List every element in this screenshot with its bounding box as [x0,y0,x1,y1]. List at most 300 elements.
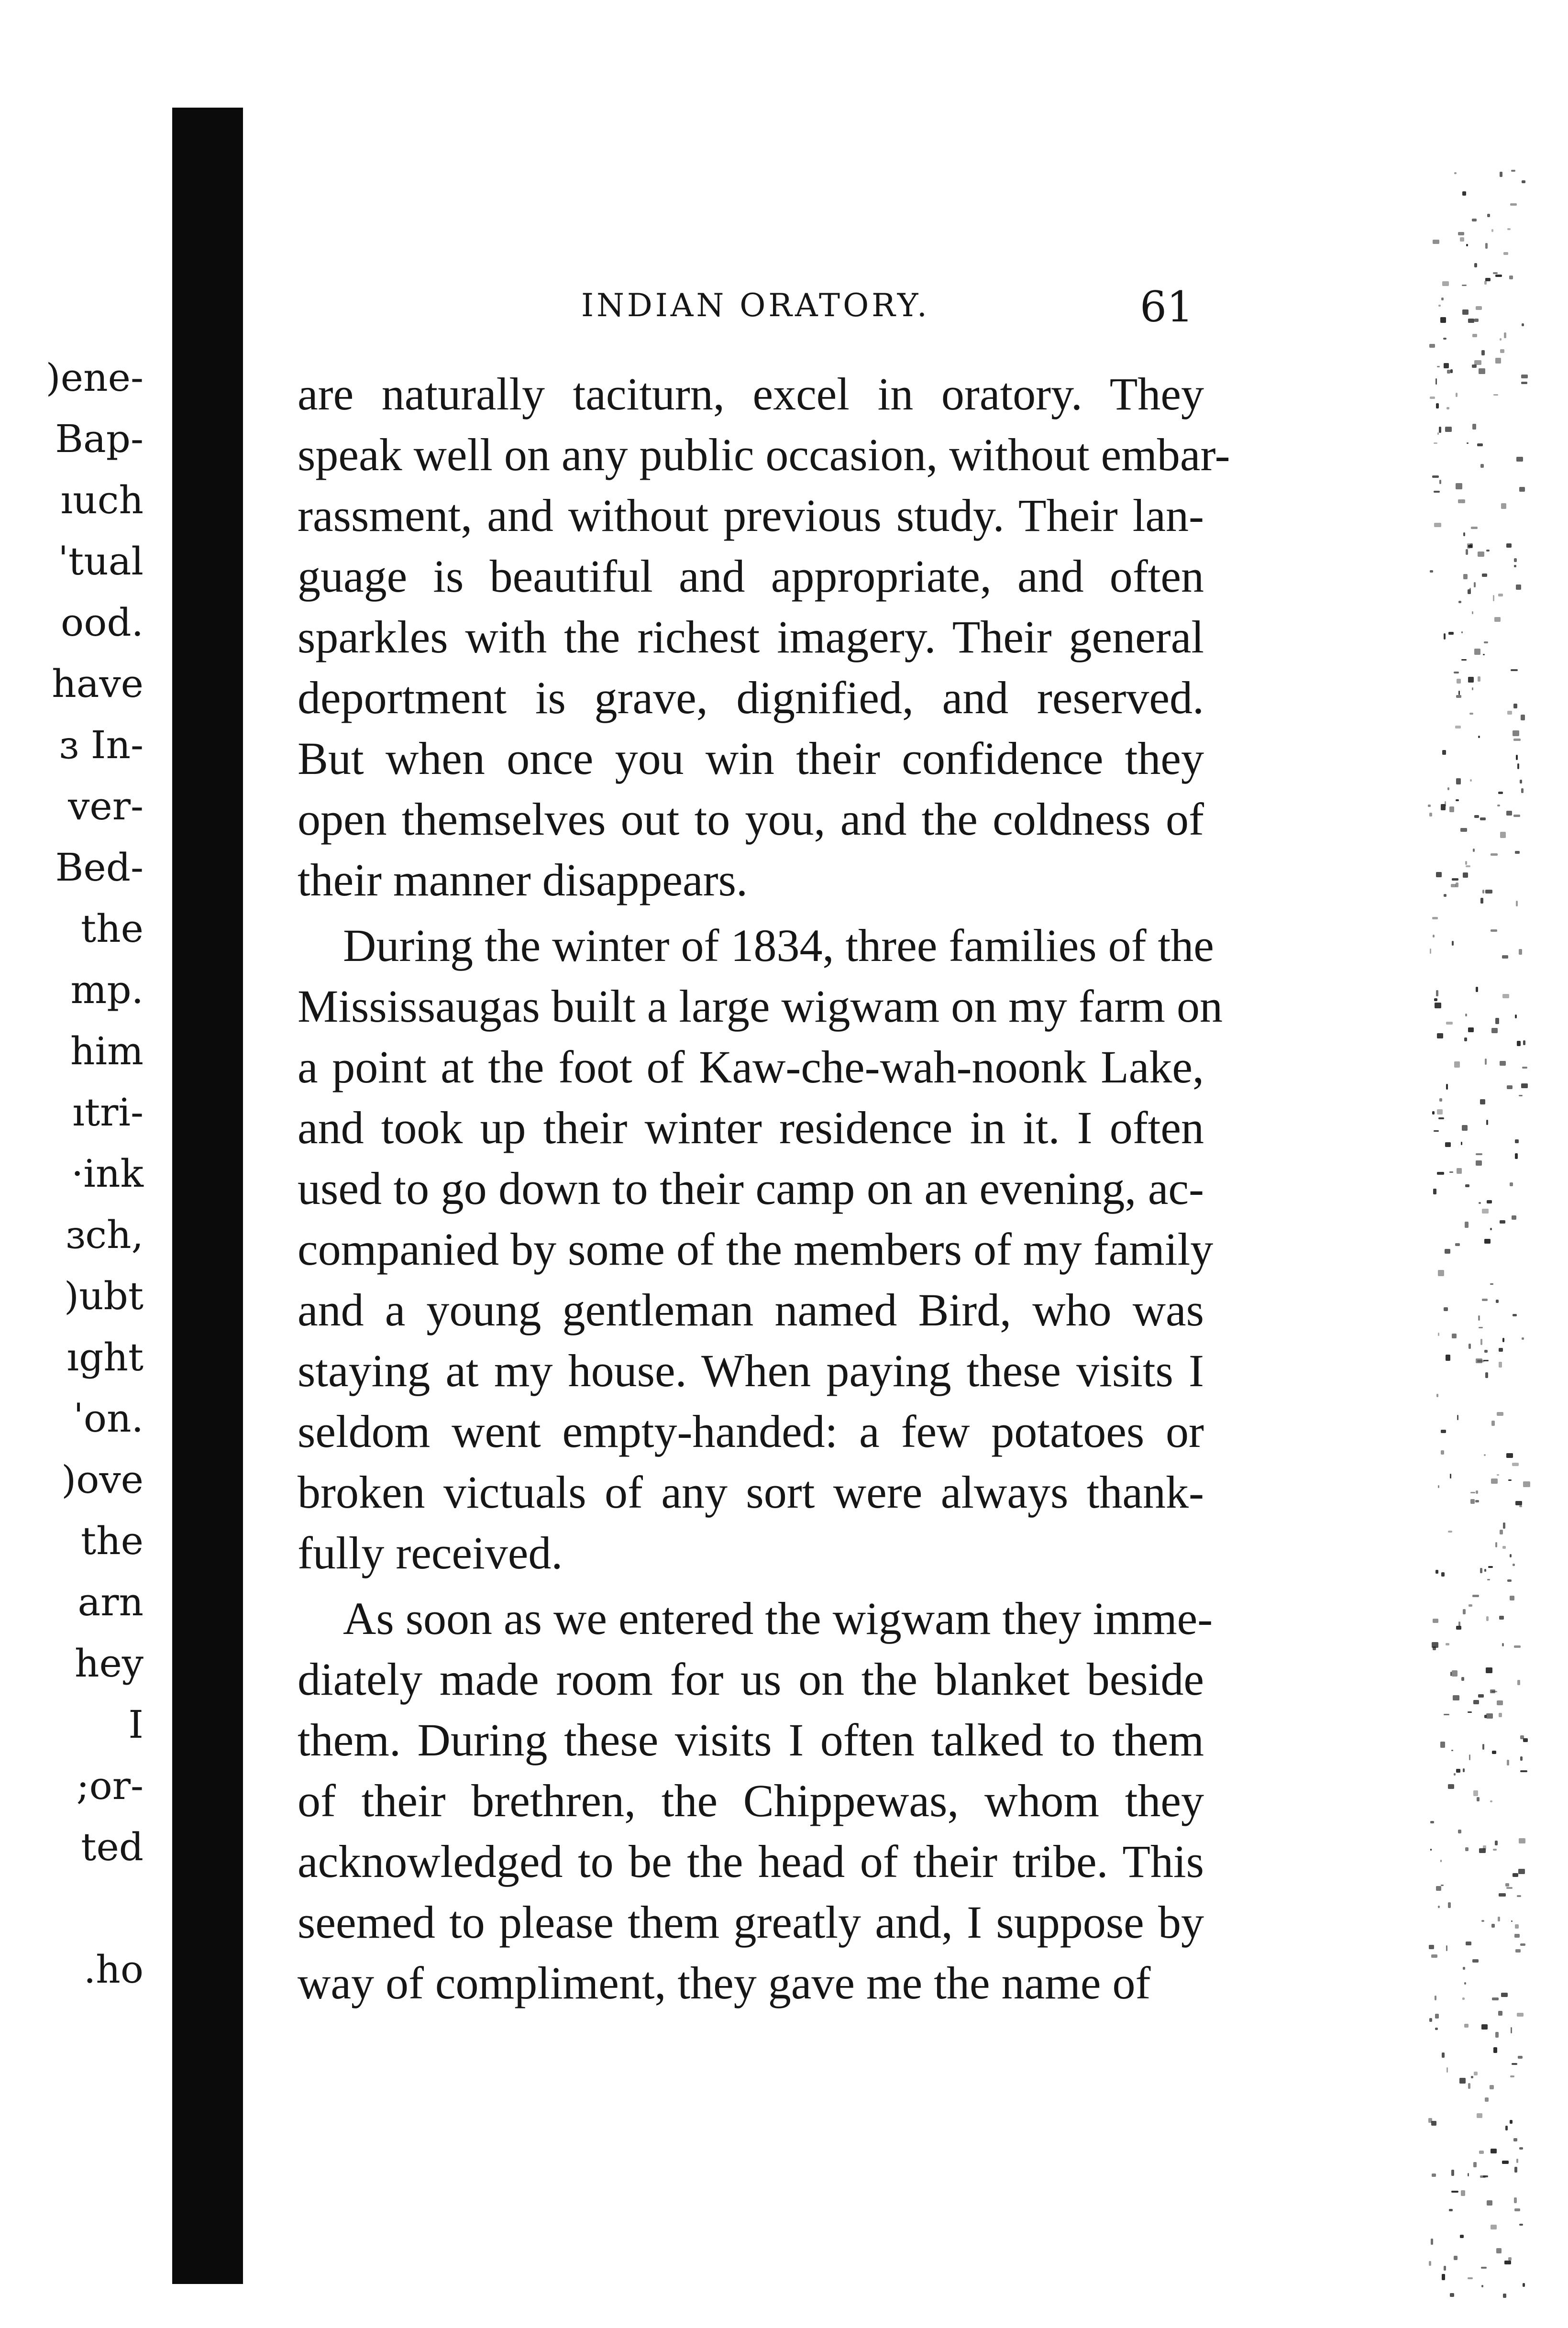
scan-speck [1462,191,1466,196]
previous-page-fragment: )ove [61,1457,144,1502]
scan-speck [1436,990,1438,996]
scan-speck [1479,368,1485,375]
scan-speck [1485,1059,1487,1064]
scan-speck [1484,1454,1485,1456]
scan-speck [1491,1691,1497,1692]
previous-page-fragment: ted [81,1825,144,1869]
text-line: way of compliment, they gave me the name of [298,1957,1151,2008]
text-line: rassment, and without previous study. Their lan- [298,490,1204,541]
text-line: fully received. [298,1527,563,1578]
scan-speck [1466,1942,1471,1945]
scan-speck [1443,338,1447,339]
scan-speck [1479,1848,1486,1854]
scan-speck [1513,1564,1515,1566]
scan-speck [1442,750,1446,755]
scan-speck [1511,1920,1513,1922]
scan-speck [1461,2190,1465,2196]
scan-speck [1450,2293,1454,2296]
scan-speck [1454,1773,1456,1776]
previous-page-fragment: ıuch [60,478,144,522]
scan-speck [1465,1847,1469,1851]
scan-speck [1454,672,1459,673]
scan-speck [1456,393,1457,397]
scan-speck [1442,2274,1445,2280]
previous-page-fragment: Bap- [55,417,144,461]
scan-speck [1459,2078,1466,2084]
scan-speck [1497,1412,1503,1416]
scan-speck [1491,2149,1497,2153]
scan-speck [1441,1430,1446,1434]
scan-speck [1508,1479,1512,1481]
scan-speck [1508,2257,1512,2261]
scan-speck [1448,1531,1453,1533]
scan-speck [1439,480,1441,484]
scan-speck [1468,1711,1471,1713]
scan-speck [1523,1040,1525,1045]
scan-speck [1493,595,1494,601]
scan-speck [1503,2294,1506,2298]
scan-speck [1491,1421,1494,1426]
scan-speck [1496,1300,1499,1303]
scan-speck [1495,358,1502,364]
scan-speck [1522,1337,1524,1340]
scan-speck [1444,2266,1446,2271]
scan-speck [1481,2024,1488,2030]
scan-speck [1506,543,1512,548]
scan-speck [1481,2267,1487,2269]
scan-speck [1466,865,1470,867]
scan-speck [1474,2072,1478,2075]
scan-speck [1513,739,1520,741]
scan-speck [1472,1595,1479,1598]
scan-speck [1510,203,1517,206]
scan-speck [1509,276,1513,279]
scan-speck [1514,2197,1517,2203]
scan-speck [1502,1643,1504,1646]
previous-page-fragment: ıght [66,1335,144,1379]
scan-speck [1504,2261,1511,2264]
scan-speck [1435,2014,1439,2019]
scan-speck [1506,1887,1513,1889]
scan-speck [1441,1572,1445,1576]
scan-speck [1507,711,1512,715]
scan-speck [1515,1139,1519,1143]
scan-speck [1517,2013,1524,2016]
scan-speck [1456,695,1461,698]
scan-speck [1493,2047,1497,2053]
scan-speck [1482,1299,1488,1301]
scan-speck [1510,1182,1513,1186]
scan-speck [1436,872,1442,877]
scan-speck [1430,1821,1434,1823]
scan-speck [1510,1596,1514,1600]
text-line: diately made room for us on the blanket beside [298,1654,1204,1705]
scan-speck [1519,2147,1524,2150]
previous-page-fragment: ·ink [71,1151,144,1196]
scan-speck [1433,1646,1436,1650]
scan-speck [1511,669,1518,671]
scan-speck [1432,475,1439,477]
scan-speck [1437,1033,1443,1039]
scan-speck [1458,691,1460,695]
scan-speck [1474,815,1480,818]
scan-speck [1495,1018,1499,1024]
scan-speck [1520,1756,1522,1761]
scan-speck [1465,861,1467,864]
scan-speck [1516,2159,1518,2163]
scan-speck [1515,1501,1522,1505]
scan-speck [1474,263,1477,268]
scan-speck [1458,499,1465,503]
scan-speck [1512,2063,1517,2065]
scan-speck [1507,1579,1512,1582]
scan-speck [1463,532,1465,536]
previous-page-fragment: arn [77,1580,144,1624]
text-line: staying at my house. When paying these visits I [298,1345,1204,1396]
scan-speck [1487,214,1490,217]
scan-speck [1500,172,1502,177]
scan-speck [1518,2056,1522,2059]
scan-speck [1429,2261,1431,2266]
scan-speck [1435,1570,1438,1574]
scan-speck [1463,1967,1465,1970]
scan-speck [1495,275,1502,277]
scan-speck [1483,1360,1489,1362]
scan-speck [1499,1348,1503,1352]
scan-speck [1464,2024,1469,2028]
scan-speck [1448,1902,1451,1909]
scan-speck [1523,2283,1524,2287]
previous-page-fragment: ɜ In- [59,723,144,767]
scan-speck [1451,1750,1454,1751]
scan-speck [1449,806,1454,812]
text-line: acknowledged to be the head of their tribe. This [298,1836,1204,1887]
scan-speck [1472,1959,1478,1963]
scan-speck [1490,1800,1493,1802]
scan-speck [1465,1222,1469,1228]
binding-shadow [172,108,243,2284]
scan-speck [1502,955,1508,959]
scan-speck [1451,2170,1454,2176]
running-head: INDIAN ORATORY. [581,287,930,324]
scan-speck [1454,1061,1460,1068]
text-line: them. During these visits I often talked to them [298,1714,1204,1765]
text-line: broken victuals of any sort were always thank- [298,1467,1204,1518]
scan-speck [1521,382,1527,384]
previous-page-fragment: ɜch, [66,1213,144,1257]
scan-speck [1458,1622,1460,1627]
scan-speck [1448,1784,1454,1789]
scan-speck [1512,1215,1516,1219]
scan-speck [1522,323,1524,326]
scan-speck [1515,851,1520,854]
next-page-edge-noise [1428,158,1533,2310]
scan-speck [1444,633,1446,640]
scan-speck [1472,334,1477,337]
scan-speck [1478,676,1480,682]
scan-speck [1462,1997,1465,2000]
scan-speck [1519,949,1522,955]
scan-speck [1520,780,1522,783]
scan-speck [1485,2097,1488,2102]
scan-speck [1477,2113,1482,2118]
scan-speck [1495,1841,1498,1846]
scan-speck [1482,1744,1484,1750]
scan-speck [1485,890,1492,894]
scan-speck [1499,1362,1502,1368]
scan-speck [1445,1142,1451,1147]
scan-speck [1499,1713,1502,1717]
previous-page-fragment: have [52,662,144,706]
scan-speck [1510,2120,1513,2124]
scan-speck [1447,787,1449,790]
scan-speck [1498,2011,1502,2016]
scan-speck [1435,2028,1438,2030]
scan-speck [1465,1184,1469,1187]
scan-speck [1433,240,1439,244]
scan-speck [1434,523,1441,527]
scan-speck [1480,1099,1485,1104]
scan-speck [1466,244,1468,246]
scan-speck [1516,585,1521,590]
scan-speck [1500,1220,1505,1224]
scan-speck [1512,1463,1519,1466]
scan-speck [1468,319,1474,322]
scan-speck [1430,570,1434,573]
scan-speck [1493,394,1499,396]
scan-speck [1448,632,1454,635]
previous-page-fragment: ver- [68,784,144,828]
scan-speck [1438,1333,1439,1336]
scan-speck [1442,281,1449,286]
scan-speck [1493,272,1498,275]
scan-speck [1473,849,1475,852]
scan-speck [1520,1943,1525,1946]
scan-speck [1491,1028,1498,1033]
scan-speck [1465,1014,1467,1016]
scan-speck [1486,550,1490,552]
scan-speck [1486,1667,1492,1673]
scan-speck [1471,527,1478,529]
scan-speck [1438,1117,1445,1119]
scan-speck [1468,2083,1470,2089]
scan-speck [1521,375,1528,378]
scan-speck [1510,2075,1514,2077]
previous-page-fragment: I [128,1702,144,1747]
scan-speck [1456,1769,1460,1773]
scan-speck [1434,442,1438,444]
previous-page-fragment: the [80,906,144,951]
text-line: Mississaugas built a large wigwam on my farm on [298,981,1223,1032]
scan-speck [1469,713,1473,715]
scan-speck [1490,1228,1492,1230]
scan-speck [1510,1554,1512,1557]
scan-speck [1436,1886,1441,1890]
scan-speck [1449,2209,1453,2212]
scan-speck [1500,1530,1502,1534]
scan-speck [1479,1327,1483,1329]
scan-speck [1451,884,1456,887]
scan-speck [1477,1797,1480,1802]
scan-speck [1429,1945,1434,1949]
scan-speck [1470,1499,1475,1504]
scan-speck [1458,232,1464,235]
scan-speck [1428,2118,1432,2123]
scan-speck [1503,252,1508,255]
scan-speck [1463,574,1468,579]
scan-speck [1478,1315,1480,1320]
scan-speck [1435,378,1437,385]
scan-speck [1446,1084,1448,1089]
scan-speck [1483,2175,1488,2177]
scan-speck [1438,1906,1440,1908]
scan-speck [1437,1109,1443,1114]
scan-speck [1434,1130,1439,1132]
scan-speck [1468,2277,1473,2279]
scan-speck [1446,1945,1447,1951]
scan-speck [1515,1949,1521,1953]
scan-speck [1515,1153,1518,1159]
scan-speck [1454,172,1457,174]
scan-speck [1449,1171,1453,1173]
scan-speck [1519,1505,1522,1508]
text-line: seemed to please them greatly and, I suppose by [298,1897,1204,1948]
scan-speck [1444,1714,1449,1715]
scan-speck [1473,1790,1478,1797]
scan-speck [1507,1085,1513,1089]
scan-speck [1506,811,1512,816]
scan-speck [1485,243,1488,248]
scan-speck [1464,1982,1466,1985]
paragraph [298,364,1230,910]
scan-speck [1513,1314,1517,1316]
scan-speck [1472,687,1473,690]
scan-speck [1507,228,1511,230]
scan-speck [1501,1993,1508,1997]
scan-speck [1505,2126,1508,2130]
text-line: speak well on any public occasion, without embar- [298,429,1230,480]
scan-speck [1441,804,1446,810]
scan-speck [1472,364,1477,368]
scan-speck [1470,779,1472,782]
text-line: guage is beautiful and appropriate, and often [298,551,1204,602]
scan-speck [1473,2162,1476,2168]
scan-speck [1474,582,1476,588]
scan-speck [1456,883,1458,887]
scan-speck [1477,443,1483,447]
scan-speck [1447,2067,1448,2073]
scan-speck [1487,2200,1492,2206]
scan-speck [1476,1490,1478,1494]
scan-speck [1495,1542,1497,1547]
scan-speck [1429,813,1432,816]
scan-speck [1434,491,1440,493]
scan-speck [1519,487,1525,491]
text-line: and took up their winter residence in it. I often [298,1102,1204,1153]
scan-speck [1491,929,1498,932]
scan-speck [1502,2161,1509,2164]
scan-speck [1514,1645,1520,1648]
scan-speck [1440,317,1446,323]
scan-speck [1480,817,1486,820]
scan-speck [1457,1168,1462,1174]
scan-speck [1460,237,1464,242]
scan-speck [1478,736,1480,738]
previous-page-fragment: ood. [61,600,144,645]
previous-page-fragment: Bed- [55,845,144,890]
scan-speck [1462,285,1467,286]
previous-page-fragment: the [80,1519,144,1563]
scan-speck [1511,2027,1513,2033]
scan-speck [1516,755,1517,760]
scan-speck [1513,730,1519,737]
previous-page-fragment: .ho [83,1947,144,1992]
text-line: and a young gentleman named Bird, who was [298,1284,1204,1335]
scan-speck [1433,1189,1436,1194]
scan-speck [1497,805,1500,806]
scan-speck [1516,457,1523,462]
previous-page-fragment: him [70,1029,144,1073]
scan-speck [1467,442,1469,444]
scan-speck [1500,832,1506,838]
scan-speck [1476,1358,1482,1363]
previous-page-fragment: ;or- [76,1764,144,1808]
scan-speck [1491,1478,1498,1484]
text-line: As soon as we entered the wigwam they imme- [343,1593,1213,1644]
text-line: deportment is grave, dignified, and reserved. [298,672,1204,723]
scan-speck [1436,1394,1438,1397]
scan-speck [1476,306,1482,310]
scan-speck [1502,1546,1506,1548]
scan-speck [1523,1738,1528,1742]
page-header [562,282,1193,330]
scan-speck [1476,1160,1482,1166]
scan-speck [1495,2032,1499,2038]
scan-speck [1468,589,1471,594]
scan-speck [1438,1270,1444,1276]
scan-speck [1461,631,1463,633]
scan-speck [1455,1243,1460,1246]
scan-speck [1485,278,1491,282]
scan-speck [1484,1569,1486,1571]
page-number: 61 [1140,282,1193,331]
scan-speck [1484,1350,1488,1352]
scan-speck [1456,483,1462,489]
scan-speck [1440,1860,1442,1862]
scan-speck [1486,1120,1488,1125]
scan-speck [1436,403,1439,408]
scan-speck [1479,1202,1481,1204]
scan-speck [1488,1566,1493,1568]
scan-speck [1514,565,1516,567]
previous-page-fragment: ˈtual [58,539,144,584]
scan-speck [1469,1604,1472,1606]
scan-speck [1487,1579,1490,1580]
scan-speck [1480,1568,1482,1573]
scan-speck [1457,1415,1458,1420]
paragraph [298,1588,1213,2013]
scan-speck [1446,1643,1449,1645]
scan-speck [1491,229,1493,232]
scan-speck [1444,363,1448,368]
scan-speck [1500,1061,1506,1066]
scan-speck [1481,2285,1483,2287]
scan-speck [1476,1153,1482,1155]
scan-speck [1517,1680,1520,1685]
scan-speck [1522,180,1526,183]
scan-speck [1432,917,1438,919]
scan-speck [1478,552,1484,557]
